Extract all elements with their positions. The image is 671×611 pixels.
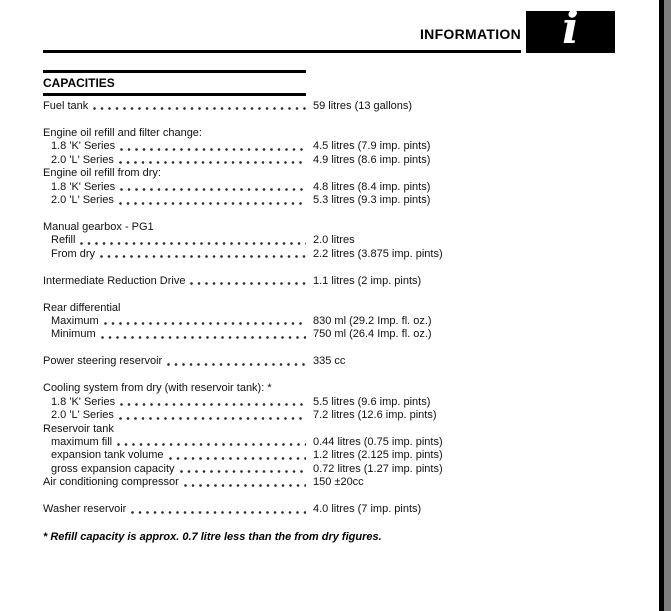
row-label: 2.0 'L' Series bbox=[51, 409, 114, 422]
capacity-row bbox=[43, 382, 523, 395]
capacity-row bbox=[43, 436, 523, 449]
row-label: maximum fill bbox=[51, 435, 113, 448]
capacity-row bbox=[43, 449, 523, 462]
dot-leader bbox=[120, 140, 306, 153]
row-value: 0.44 litres (0.75 imp. pints) bbox=[313, 435, 443, 448]
row-label: 1.8 'K' Series bbox=[51, 140, 116, 153]
section-rule-bottom bbox=[43, 93, 306, 96]
dot-leader bbox=[117, 436, 306, 449]
row-label: Engine oil refill and filter change: bbox=[43, 126, 202, 139]
footnote: * Refill capacity is approx. 0.7 litre less than the from dry figures. bbox=[43, 531, 382, 543]
row-value: 2.0 litres bbox=[313, 234, 355, 247]
row-value: 5.3 litres (9.3 imp. pints) bbox=[313, 194, 431, 207]
row-label: Manual gearbox - PG1 bbox=[43, 220, 154, 233]
dot-leader bbox=[93, 100, 306, 113]
row-value: 335 cc bbox=[313, 355, 346, 368]
capacity-row bbox=[43, 476, 523, 489]
row-label: Reservoir tank bbox=[43, 422, 114, 435]
row-label: Air conditioning compressor bbox=[43, 476, 179, 489]
capacity-row-left bbox=[43, 409, 308, 422]
capacity-row-left bbox=[43, 423, 308, 436]
capacity-row-left bbox=[43, 154, 308, 167]
capacity-row bbox=[43, 127, 523, 140]
row-label: expansion tank volume bbox=[51, 449, 164, 462]
dot-leader bbox=[184, 476, 306, 489]
dot-leader bbox=[169, 449, 306, 462]
capacity-row-left bbox=[43, 396, 308, 409]
row-label: Washer reservoir bbox=[43, 503, 127, 516]
info-icon: i bbox=[562, 3, 579, 54]
capacity-row-left bbox=[43, 181, 308, 194]
row-label: 2.0 'L' Series bbox=[51, 153, 114, 166]
capacity-row bbox=[43, 463, 523, 476]
dot-leader bbox=[131, 503, 306, 516]
capacity-row-left bbox=[43, 476, 308, 489]
capacity-row-left bbox=[43, 449, 308, 462]
capacity-row bbox=[43, 328, 523, 341]
row-label: Minimum bbox=[51, 328, 96, 341]
capacity-row bbox=[43, 248, 523, 261]
dot-leader bbox=[101, 328, 306, 341]
row-label: Fuel tank bbox=[43, 100, 89, 112]
row-label: Power steering reservoir bbox=[43, 355, 163, 368]
capacity-row-left bbox=[43, 328, 308, 341]
row-value: 1.1 litres (2 imp. pints) bbox=[313, 274, 422, 287]
capacity-row bbox=[43, 396, 523, 409]
row-value: 0.72 litres (1.27 imp. pints) bbox=[313, 462, 443, 475]
row-label: gross expansion capacity bbox=[51, 462, 175, 475]
capacity-row bbox=[43, 355, 523, 368]
capacity-row-left bbox=[43, 221, 308, 234]
capacity-row-left bbox=[43, 315, 308, 328]
row-value: 1.2 litres (2.125 imp. pints) bbox=[313, 449, 443, 462]
capacity-row-left bbox=[43, 194, 308, 207]
row-label: 2.0 'L' Series bbox=[51, 194, 114, 207]
info-box bbox=[526, 3, 615, 54]
dot-leader bbox=[119, 409, 306, 422]
scan-edge-strip bbox=[664, 0, 671, 611]
row-label: Engine oil refill from dry: bbox=[43, 167, 161, 180]
capacity-row-left bbox=[43, 463, 308, 476]
row-value: 4.8 litres (8.4 imp. pints) bbox=[313, 180, 431, 193]
capacity-row-left bbox=[43, 234, 308, 247]
capacity-row-left bbox=[43, 503, 308, 516]
dot-leader bbox=[167, 355, 306, 368]
capacity-row bbox=[43, 302, 523, 315]
dot-leader bbox=[190, 275, 306, 288]
capacity-row bbox=[43, 221, 523, 234]
capacity-row-left bbox=[43, 167, 308, 180]
capacity-row bbox=[43, 154, 523, 167]
capacity-row bbox=[43, 194, 523, 207]
row-value: 4.5 litres (7.9 imp. pints) bbox=[313, 140, 431, 153]
capacity-row-left bbox=[43, 275, 308, 288]
section-title: CAPACITIES bbox=[43, 76, 115, 90]
capacity-row-left bbox=[43, 248, 308, 261]
capacity-row bbox=[43, 234, 523, 247]
header-rule bbox=[43, 50, 521, 53]
capacity-row-left bbox=[43, 436, 308, 449]
section-rule-top bbox=[43, 70, 306, 73]
dot-leader bbox=[119, 194, 306, 207]
row-value: 4.0 litres (7 imp. pints) bbox=[313, 503, 422, 516]
capacity-row bbox=[43, 100, 523, 113]
capacity-row-left bbox=[43, 382, 308, 395]
row-label: Cooling system from dry (with reservoir tank): * bbox=[43, 382, 272, 395]
row-value: 750 ml (26.4 Imp. fl. oz.) bbox=[313, 328, 432, 341]
dot-leader bbox=[120, 396, 306, 409]
capacity-row bbox=[43, 503, 523, 516]
row-value: 2.2 litres (3.875 imp. pints) bbox=[313, 247, 443, 260]
capacity-row bbox=[43, 181, 523, 194]
capacity-row-left bbox=[43, 127, 308, 140]
capacity-row-left bbox=[43, 100, 308, 113]
page-title: INFORMATION bbox=[419, 26, 521, 42]
capacity-row-left bbox=[43, 302, 308, 315]
capacity-row-left bbox=[43, 355, 308, 368]
row-label: Refill bbox=[51, 234, 76, 247]
row-value: 4.9 litres (8.6 imp. pints) bbox=[313, 153, 431, 166]
dot-leader bbox=[119, 154, 306, 167]
dot-leader bbox=[180, 463, 306, 476]
capacities-rows bbox=[43, 100, 523, 517]
capacity-row bbox=[43, 275, 523, 288]
capacity-row bbox=[43, 140, 523, 153]
row-value: 7.2 litres (12.6 imp. pints) bbox=[313, 409, 437, 422]
dot-leader bbox=[80, 234, 306, 247]
row-label: From dry bbox=[51, 247, 95, 260]
capacity-row bbox=[43, 315, 523, 328]
dot-leader bbox=[120, 181, 306, 194]
row-label: Maximum bbox=[51, 315, 99, 327]
row-label: 1.8 'K' Series bbox=[51, 395, 116, 408]
row-label: 1.8 'K' Series bbox=[51, 180, 116, 193]
row-label: Intermediate Reduction Drive bbox=[43, 274, 186, 287]
capacity-row-left bbox=[43, 140, 308, 153]
capacity-row bbox=[43, 423, 523, 436]
row-value: 150 ±20cc bbox=[313, 476, 364, 489]
row-value: 830 ml (29.2 Imp. fl. oz.) bbox=[313, 315, 432, 327]
row-value: 5.5 litres (9.6 imp. pints) bbox=[313, 395, 431, 408]
dot-leader bbox=[104, 315, 306, 328]
capacity-row bbox=[43, 409, 523, 422]
capacity-row bbox=[43, 167, 523, 180]
dot-leader bbox=[100, 248, 306, 261]
row-value: 59 litres (13 gallons) bbox=[313, 100, 413, 112]
row-label: Rear differential bbox=[43, 301, 121, 314]
